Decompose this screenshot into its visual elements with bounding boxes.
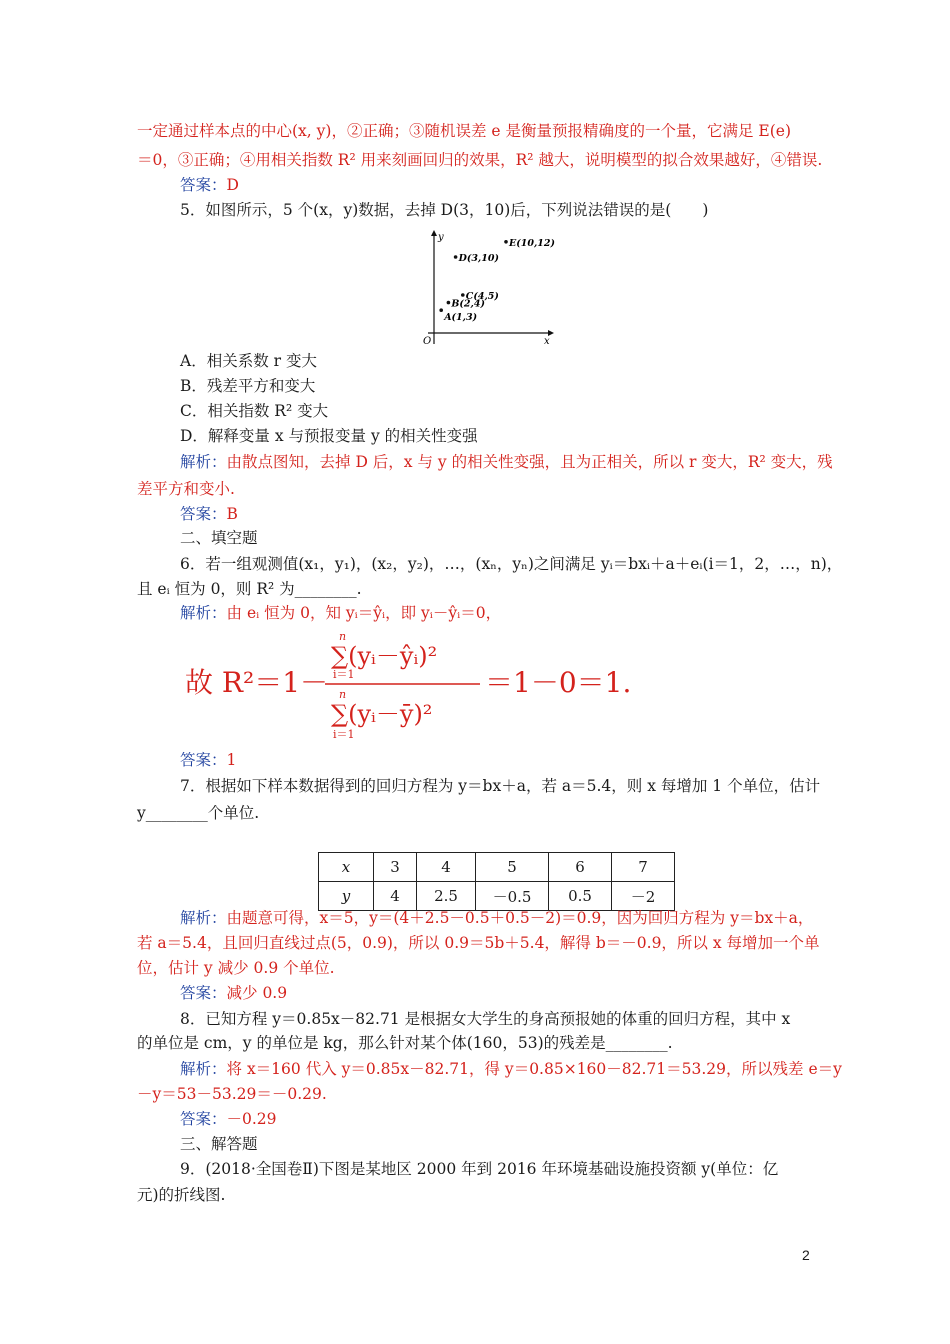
explanation-label: 解析：: [180, 604, 227, 622]
explanation-8-line2: －y＝53－53.29＝－0.29.: [137, 1085, 327, 1103]
explanation-7-line3: 位，估计 y 减少 0.9 个单位.: [137, 959, 335, 977]
scatter-point-label: C(4,5): [465, 291, 499, 302]
sum-lower-limit: i＝1: [333, 668, 355, 681]
answer-label: 答案：: [180, 176, 227, 194]
question-6-line2: 且 eᵢ 恒为 0，则 R² 为________.: [137, 580, 362, 598]
question-7-line1: 7．根据如下样本数据得到的回归方程为 y＝bx＋a，若 a＝5.4，则 x 每增加 1 个单位，估计: [180, 777, 821, 795]
explanation-label: 解析：: [180, 1060, 227, 1078]
section-heading-2: 二、填空题: [180, 529, 258, 547]
answer-4: [180, 174, 239, 196]
table-cell: 0.5: [549, 882, 612, 911]
answer-label: 答案：: [180, 1110, 227, 1128]
question-7-line2: y________个单位.: [137, 804, 260, 822]
cell-text: x: [341, 858, 351, 876]
sum-upper-limit-2: n: [339, 688, 347, 701]
explanation-label: 解析：: [180, 909, 227, 927]
answer-6: [180, 749, 236, 771]
question-9-line2: 元)的折线图.: [137, 1186, 226, 1204]
explanation-8-line1: [180, 1058, 842, 1080]
r-squared-formula: [185, 628, 705, 748]
formula-suffix: ＝1－0＝1.: [485, 666, 632, 699]
denominator: ∑(yᵢ－ȳ)²: [331, 700, 433, 728]
page-number: 2: [802, 1247, 810, 1263]
formula-prefix: 故 R²＝1－: [185, 666, 329, 699]
table-cell: 4: [417, 853, 476, 882]
x-axis-label: x: [544, 336, 550, 346]
scatter-point-label: A(1,3): [444, 312, 478, 324]
explanation-5-line2: 差平方和变小.: [137, 480, 235, 498]
numerator: ∑(yᵢ－ŷᵢ)²: [331, 642, 438, 670]
section-heading-3: 三、解答题: [180, 1135, 258, 1153]
scatter-point-label: B(2,4): [451, 298, 485, 310]
question-9-line1: 9．(2018·全国卷Ⅱ)下图是某地区 2000 年到 2016 年环境基础设施投资额 y(单位：亿: [180, 1160, 779, 1178]
answer-value: B: [226, 505, 238, 523]
explanation-5-line1: [180, 451, 833, 473]
answer-value: 1: [226, 751, 237, 769]
option-b: B．残差平方和变大: [180, 377, 316, 395]
table-cell: －0.5: [476, 882, 549, 911]
option-c: C．相关指数 R² 变大: [180, 402, 329, 420]
question-8-line1: 8．已知方程 y＝0.85x－82.71 是根据女大学生的身高预报她的体重的回归方程，其中 x: [180, 1010, 791, 1028]
scatter-point: [454, 255, 458, 259]
table-cell: 4: [374, 882, 417, 911]
table-cell: 2.5: [417, 882, 476, 911]
explanation-6: [180, 602, 501, 624]
table-cell: 5: [476, 853, 549, 882]
explanation-7-line2: 若 a＝5.4，且回归直线过点(5，0.9)，所以 0.9＝5b＋5.4，解得 b＝－0.9，所以 x 每增加一个单: [137, 934, 820, 952]
question-8-line2: 的单位是 cm，y 的单位是 kg，那么针对某个体(160，53)的残差是________.: [137, 1034, 673, 1052]
scatter-point: [447, 301, 451, 305]
answer-7: [180, 982, 287, 1004]
text-line: ＝0，③正确；④用相关指数 R² 用来刻画回归的效果，R² 越大，说明模型的拟合效果越好，④错误.: [137, 151, 823, 169]
cell-text: y: [341, 887, 351, 905]
table-cell: 7: [612, 853, 675, 882]
sample-data-table: [318, 852, 675, 911]
scatter-figure: [420, 226, 555, 346]
option-d: D．解释变量 x 与预报变量 y 的相关性变强: [180, 427, 478, 445]
y-axis-label: y: [438, 232, 444, 243]
scatter-point: [439, 308, 443, 312]
explanation-text: 由散点图知，去掉 D 后，x 与 y 的相关性变强，且为正相关，所以 r 变大，R² 变大，残: [226, 453, 833, 471]
explanation-text: 由题意可得，x＝5，y＝(4＋2.5－0.5＋0.5－2)＝0.9，因为回归方程为 y＝bx＋a，: [226, 909, 814, 927]
text-line: 一定通过样本点的中心(x, y)，②正确；③随机误差 e 是衡量预报精确度的一个量，它满足 E(e): [137, 122, 791, 140]
answer-value: 减少 0.9: [226, 984, 288, 1002]
origin-label: O: [423, 336, 432, 346]
table-row: [319, 853, 675, 882]
table-cell: 3: [374, 853, 417, 882]
table-cell: 6: [549, 853, 612, 882]
explanation-text: 由 eᵢ 恒为 0，知 yᵢ＝ŷᵢ，即 yᵢ－ŷᵢ＝0，: [226, 604, 502, 622]
scatter-point-label: E(10,12): [509, 237, 555, 249]
scatter-point-label: D(3,10): [458, 253, 499, 264]
explanation-text: 将 x＝160 代入 y＝0.85x－82.71，得 y＝0.85×160－82.71＝53.29，所以残差 e＝y: [226, 1060, 842, 1078]
answer-value: D: [226, 176, 239, 194]
scatter-point: [504, 240, 508, 244]
y-axis-arrow: [431, 230, 437, 236]
table-cell: －2: [612, 882, 675, 911]
answer-label: 答案：: [180, 751, 227, 769]
scatter-point: [461, 293, 465, 297]
answer-value: －0.29: [226, 1110, 277, 1128]
answer-5: [180, 503, 238, 525]
table-header-x: [319, 853, 374, 882]
answer-label: 答案：: [180, 505, 227, 523]
explanation-7-line1: [180, 907, 813, 929]
sum-upper-limit: n: [339, 630, 347, 643]
explanation-label: 解析：: [180, 453, 227, 471]
sum-lower-limit-2: i＝1: [333, 728, 355, 741]
answer-label: 答案：: [180, 984, 227, 1002]
answer-8: [180, 1108, 277, 1130]
question-6-line1: 6．若一组观测值(x₁，y₁)，(x₂，y₂)，…，(xₙ，yₙ)之间满足 yᵢ＝bxᵢ＋a＋eᵢ(i＝1，2，…，n)，: [180, 555, 843, 573]
question-5: 5．如图所示，5 个(x，y)数据，去掉 D(3，10)后，下列说法错误的是( ): [180, 201, 709, 219]
option-a: A．相关系数 r 变大: [180, 352, 317, 370]
